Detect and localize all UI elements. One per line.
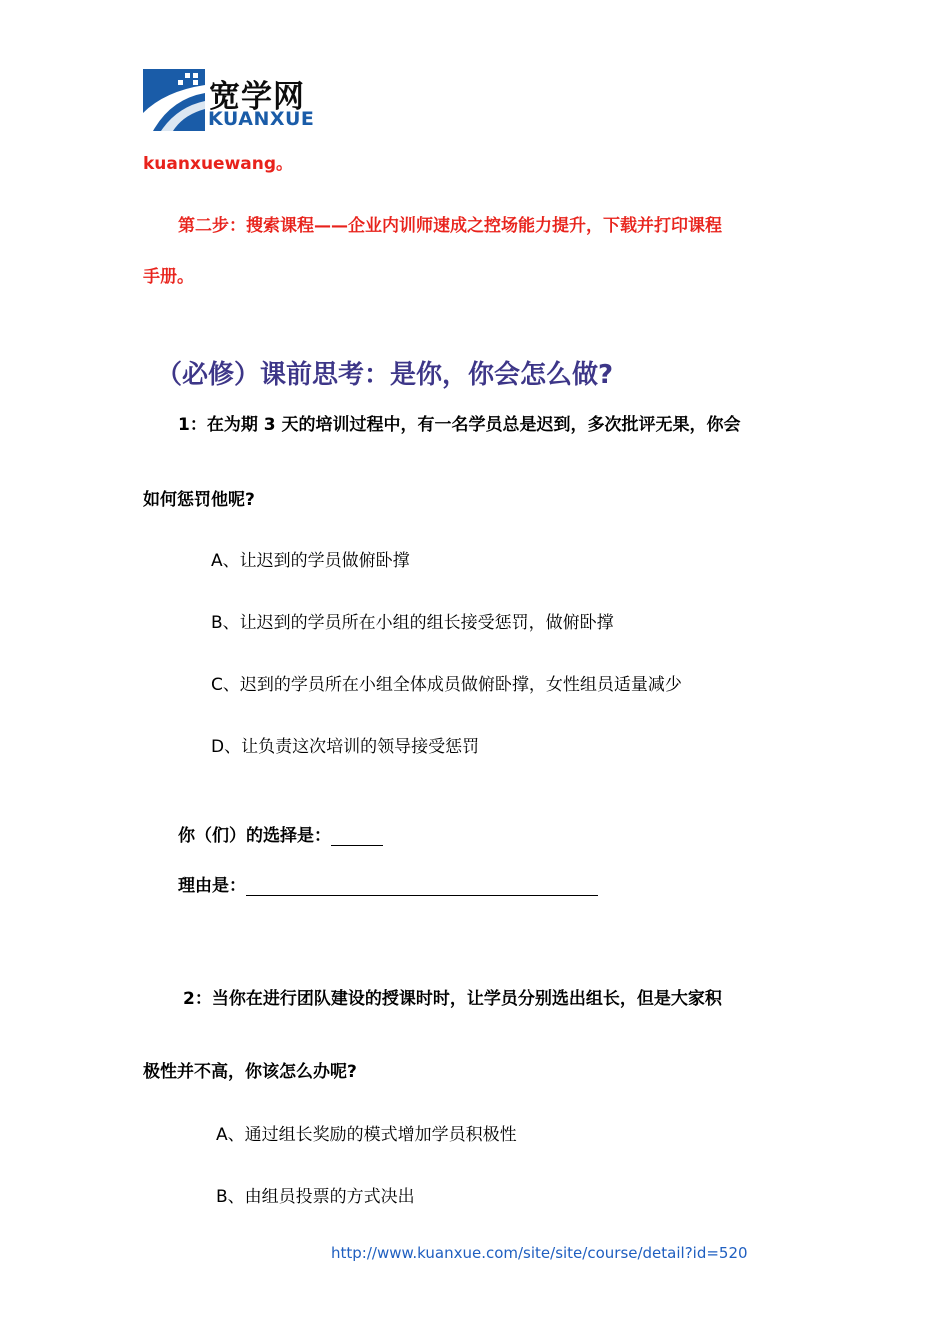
logo-chinese-name: 宽学网 <box>209 79 305 115</box>
q1-reason-blank <box>246 877 598 896</box>
step2-line2: 手册。 <box>143 267 194 287</box>
q1-reason-row <box>178 871 598 896</box>
q2-line2: 极性并不高，你该怎么办呢? <box>143 1062 357 1082</box>
step2-line1: 第二步：搜索课程——企业内训师速成之控场能力提升，下载并打印课程 <box>178 216 722 236</box>
q2-line1: 2：当你在进行团队建设的授课时时，让学员分别选出组长，但是大家积 <box>183 989 722 1009</box>
q1-choice-row <box>178 821 383 846</box>
q1-choice-label: 你（们）的选择是： <box>178 826 331 846</box>
q1-option-a: A、让迟到的学员做俯卧撑 <box>211 551 410 571</box>
footer-course-link[interactable]: http://www.kuanxue.com/site/site/course/detail?id=520 <box>331 1244 748 1262</box>
q1-line2: 如何惩罚他呢? <box>143 490 255 510</box>
q1-reason-label: 理由是： <box>178 876 246 896</box>
q1-choice-blank <box>331 827 383 846</box>
logo-english-name: KUANXUE <box>208 108 315 130</box>
intro-tail-text: kuanxuewang。 <box>143 154 294 174</box>
q1-option-c: C、迟到的学员所在小组全体成员做俯卧撑，女性组员适量减少 <box>211 675 682 695</box>
q2-option-a: A、通过组长奖励的模式增加学员积极性 <box>216 1125 517 1145</box>
q1-line1: 1：在为期 3 天的培训过程中，有一名学员总是迟到，多次批评无果，你会 <box>178 415 741 435</box>
q1-option-d: D、让负责这次培训的领导接受惩罚 <box>211 737 480 757</box>
kuanxue-logo-mark-icon <box>143 69 205 131</box>
q2-option-b: B、由组员投票的方式决出 <box>216 1187 415 1207</box>
section-heading: （必修）课前思考：是你，你会怎么做? <box>156 360 614 390</box>
q1-option-b: B、让迟到的学员所在小组的组长接受惩罚，做俯卧撑 <box>211 613 614 633</box>
kuanxue-logo <box>143 69 333 133</box>
